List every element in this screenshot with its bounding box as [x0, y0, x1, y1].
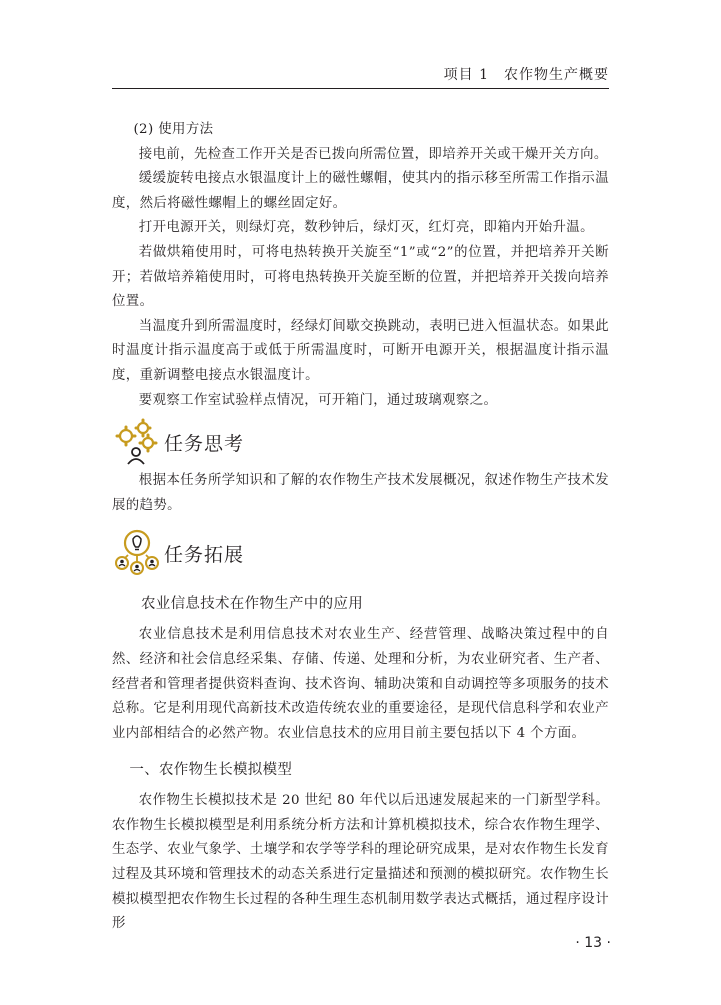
paragraph: 接电前，先检查工作开关是否已拨向所需位置，即培养开关或干燥开关方向。: [138, 146, 608, 162]
section-think-body: 根据本任务所学知识和了解的农作物生产技术发展概况，叙述作物生产技术发展的趋势。: [112, 473, 609, 513]
gears-person-icon: [112, 417, 162, 467]
section-expand-title: 任务拓展: [164, 543, 245, 566]
section-expand-subtitle: 农业信息技术在作物生产中的应用: [141, 596, 363, 613]
paragraph: 当温度升到所需温度时，经绿灯间歇交换跳动，表明已进入恒温状态。如果此时温度计指示温度高于或低于所需温度时，可断开电源开关，根据温度计指示温度，重新调整电接点水银温度计。: [112, 318, 609, 383]
method-heading: (2) 使用方法: [133, 122, 214, 137]
section-heading-1: 一、农作物生长模拟模型: [129, 762, 293, 779]
lightbulb-people-icon: [112, 528, 162, 578]
section-expand-heading: [112, 528, 609, 578]
page-content: [112, 118, 609, 937]
paragraph: 要观察工作室试验样点情况，可开箱门，通过玻璃观察之。: [138, 392, 498, 408]
page-number: · 13 ·: [575, 935, 611, 951]
section-expand-intro: 农业信息技术是利用信息技术对农业生产、经营管理、战略决策过程中的自然、经济和社会信息经采集、存储、传递、处理和分析，为农业研究者、生产者、经营者和管理者提供资料查询、技术咨询、辅助决策和自动调控等多项服务的技术总称。它是利用现代高新技术改造传统农业的重要途径，是现代信息科学和农业产业内部相结合的必然产物。农业信息技术的应用目前主要包括以下 4 个方面。: [112, 627, 609, 741]
paragraph: 缓缓旋转电接点水银温度计上的磁性螺帽，使其内的指示移至所需工作指示温度，然后将磁性螺帽上的螺丝固定好。: [112, 171, 609, 211]
paragraph: 打开电源开关，则绿灯亮，数秒钟后，绿灯灭，红灯亮，即箱内开始升温。: [138, 220, 594, 236]
header-rule: [112, 88, 609, 89]
header-title: 项目 1 农作物生产概要: [443, 67, 609, 83]
running-header: [0, 0, 721, 92]
section-think-title: 任务思考: [164, 432, 245, 455]
section-body-1: 农作物生长模拟技术是 20 世纪 80 年代以后迅速发展起来的一门新型学科。农作物生长模拟模型是利用系统分析方法和计算机模拟技术，综合农作物生理学、生态学、农业气象学、土壤学和农学等学科的理论研究成果，是对农作物生长发育过程及其环境和管理技术的动态关系进行定量描述和预测的模拟研究。农作物生长模拟模型把农作物生长过程的各种生理生态机制用数学表达式概括，通过程序设计形: [112, 793, 609, 932]
paragraph: 若做烘箱使用时，可将电热转换开关旋至“1”或“2”的位置，并把培养开关断开；若做培养箱使用时，可将电热转换开关旋至断的位置，并把培养开关拨向培养位置。: [112, 244, 609, 310]
section-think-heading: [112, 417, 609, 467]
